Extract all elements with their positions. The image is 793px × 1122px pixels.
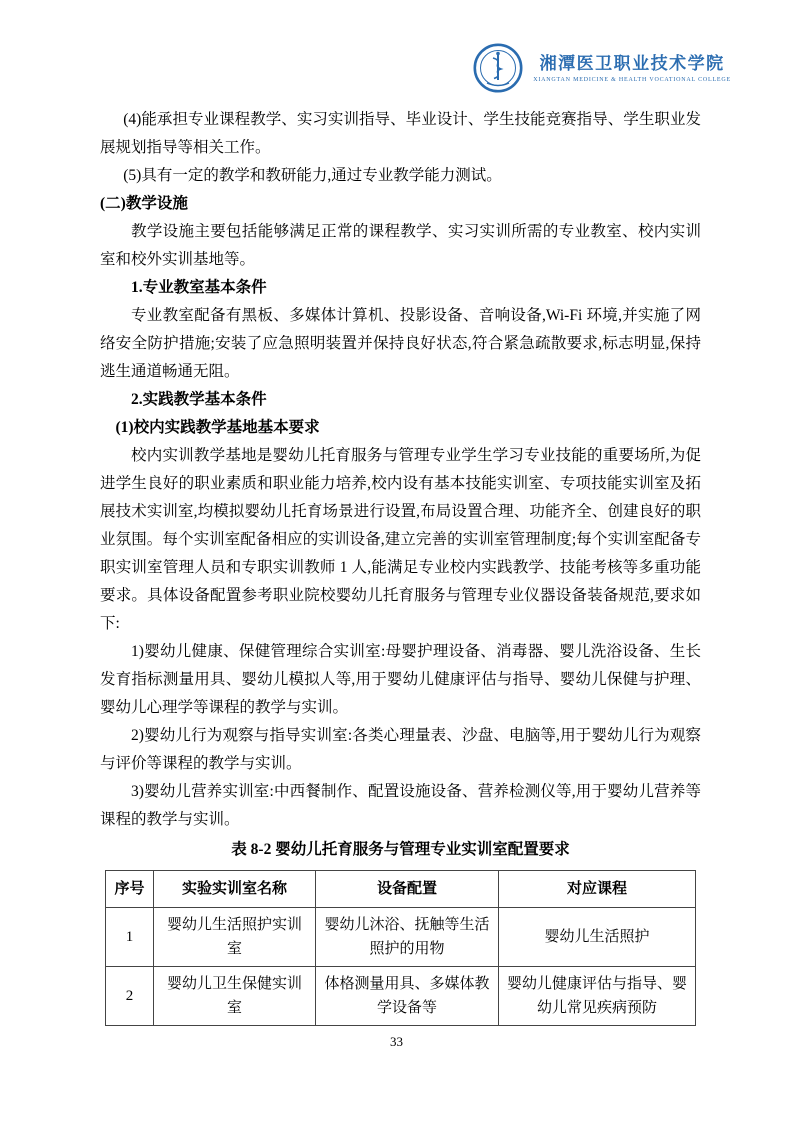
table-header-courses: 对应课程: [499, 871, 696, 908]
page-header: [0, 0, 793, 94]
training-room-table: [105, 870, 696, 1026]
page-footer: [0, 1034, 793, 1050]
paragraph-facilities-intro: 教学设施主要包括能够满足正常的课程教学、实习实训所需的专业教室、校内实训室和校外实训基地等。: [100, 223, 701, 268]
paragraph-item-4: (4)能承担专业课程教学、实习实训指导、毕业设计、学生技能竞赛指导、学生职业发展规划指导等相关工作。: [100, 111, 701, 156]
document-body: [0, 94, 793, 1026]
table-header-equipment: 设备配置: [316, 871, 499, 908]
college-name-zh: 湘潭医卫职业技术学院: [539, 54, 725, 73]
cell-no: 1: [106, 908, 154, 967]
paragraph-campus-base: 校内实训教学基地是婴幼儿托育服务与管理专业学生学习专业技能的重要场所,为促进学生良好的职业素质和职业能力培养,校内设有基本技能实训室、专项技能实训室及拓展技术实训室,均模拟婴幼儿托育场景进行设置,布局设置合理、功能齐全、创建良好的职业氛围。每个实训室配备相应的实训设备,建立完善的实训室管理制度;每个实训室配备专职实训室管理人员和专职实训教师 1 人,能满足专业校内实践教学、技能考核等多重功能要求。具体设备配置参考职业院校婴幼儿托育服务与管理专业仪器设备装备规范,要求如下:: [100, 447, 701, 632]
table-header-row: [106, 871, 696, 908]
heading-section-2: (二)教学设施: [100, 195, 188, 212]
cell-equipment: 体格测量用具、多媒体教学设备等: [316, 967, 499, 1026]
cell-equipment: 婴幼儿沐浴、抚触等生活照护的用物: [316, 908, 499, 967]
paragraph-lab-3: 3)婴幼儿营养实训室:中西餐制作、配置设施设备、营养检测仪等,用于婴幼儿营养等课程的教学与实训。: [100, 783, 701, 828]
cell-room-name: 婴幼儿卫生保健实训室: [154, 967, 316, 1026]
college-logo-icon: [473, 43, 523, 93]
cell-no: 2: [106, 967, 154, 1026]
heading-campus-base-requirements: (1)校内实践教学基地基本要求: [115, 419, 320, 436]
paragraph-classroom-conditions: 专业教室配备有黑板、多媒体计算机、投影设备、音响设备,Wi-Fi 环境,并实施了网络安全防护措施;安装了应急照明装置并保持良好状态,符合紧急疏散要求,标志明显,保持逃生通道畅通无阻。: [100, 307, 701, 380]
page-number: 33: [390, 1034, 403, 1049]
heading-classroom-conditions: 1.专业教室基本条件: [131, 279, 267, 296]
table-header-room-name: 实验实训室名称: [154, 871, 316, 908]
college-name-en: XIANGTAN MEDICINE & HEALTH VOCATIONAL COLLEGE: [533, 77, 731, 83]
table-row: [106, 908, 696, 967]
heading-practice-conditions: 2.实践教学基本条件: [131, 391, 267, 408]
table-header-no: 序号: [106, 871, 154, 908]
cell-courses: 婴幼儿生活照护: [499, 908, 696, 967]
paragraph-item-5: (5)具有一定的教学和教研能力,通过专业教学能力测试。: [123, 167, 502, 184]
paragraph-lab-2: 2)婴幼儿行为观察与指导实训室:各类心理量表、沙盘、电脑等,用于婴幼儿行为观察与评价等课程的教学与实训。: [100, 727, 701, 772]
college-name-block: [533, 53, 731, 83]
table-caption: 表 8-2 婴幼儿托育服务与管理专业实训室配置要求: [231, 841, 570, 858]
cell-room-name: 婴幼儿生活照护实训室: [154, 908, 316, 967]
cell-courses: 婴幼儿健康评估与指导、婴幼儿常见疾病预防: [499, 967, 696, 1026]
table-row: [106, 967, 696, 1026]
paragraph-lab-1: 1)婴幼儿健康、保健管理综合实训室:母婴护理设备、消毒器、婴儿洗浴设备、生长发育指标测量用具、婴幼儿模拟人等,用于婴幼儿健康评估与指导、婴幼儿保健与护理、婴幼儿心理学等课程的教学与实训。: [100, 643, 701, 716]
